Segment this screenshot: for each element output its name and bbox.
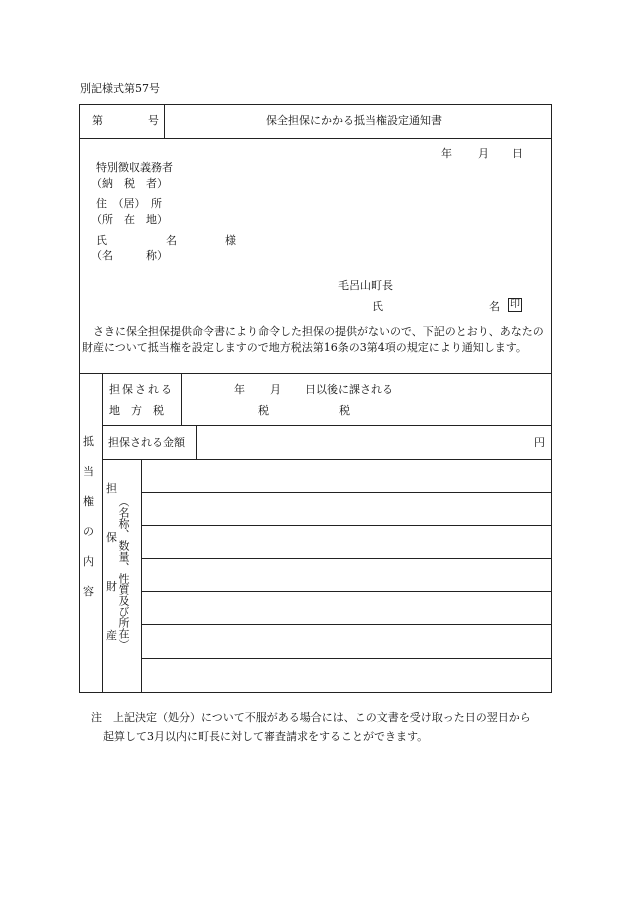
- secured-tax-label-1: 担保される: [109, 383, 174, 396]
- name-sublabel: （名 称）: [91, 249, 168, 262]
- address-label: 住 （居） 所: [96, 197, 162, 210]
- name-honorific: 様: [225, 234, 236, 247]
- side-char: 容: [83, 585, 94, 598]
- taxpayer-label: 特別徴収義務者: [96, 161, 173, 174]
- number-prefix: 第: [92, 114, 103, 127]
- date-year: 年: [441, 147, 452, 160]
- sender-name-label-a: 氏: [372, 300, 383, 313]
- tax-day-text: 日以後に課される: [305, 383, 393, 396]
- sender-name-label-b: 名: [489, 300, 500, 313]
- tax-year: 年: [234, 383, 245, 396]
- seal-mark: 印: [510, 299, 520, 310]
- secured-tax-label-2: 地 方 税: [109, 404, 164, 417]
- form-number: 別記様式第57号: [80, 82, 160, 95]
- taxpayer-sublabel: （納 税 者）: [91, 177, 168, 190]
- footnote-line-1: 注 上記決定（処分）について不服がある場合には、この文書を受け取った日の翌日から: [91, 711, 531, 724]
- tax-kind-b: 税: [339, 404, 350, 417]
- address-sublabel: （所 在 地）: [91, 213, 168, 226]
- date-month: 月: [478, 147, 489, 160]
- side-char: 当: [83, 465, 94, 478]
- secured-assets-note: （名称、数量、性質及び所在）: [117, 496, 130, 650]
- document-title: 保全担保にかかる抵当権設定通知書: [266, 114, 442, 127]
- notice-paragraph: さきに保全担保提供命令書により命令した担保の提供がないので、下記のとおり、あなたの財産について抵当権を設定しますので地方税法第16条の3第4項の規定により通知します。: [82, 325, 544, 354]
- date-day: 日: [512, 147, 523, 160]
- side-char: 内: [83, 555, 94, 568]
- secured-assets-label: [106, 483, 117, 641]
- mortgage-side-label: [83, 436, 94, 597]
- asset-char: 産: [106, 629, 117, 642]
- side-char: 権: [83, 495, 94, 508]
- side-char: 抵: [83, 435, 94, 448]
- name-label-a: 氏: [96, 234, 107, 247]
- asset-char: 保: [106, 531, 117, 544]
- asset-char: 財: [106, 580, 117, 593]
- amount-unit: 円: [534, 436, 545, 449]
- tax-month: 月: [270, 383, 281, 396]
- side-char: の: [83, 525, 94, 538]
- asset-char: 担: [106, 482, 117, 495]
- sender-title: 毛呂山町長: [338, 279, 393, 292]
- tax-kind-a: 税: [258, 404, 269, 417]
- footnote-line-2: 起算して3月以内に町長に対して審査請求をすることができます。: [103, 730, 429, 743]
- name-label-b: 名: [166, 234, 177, 247]
- secured-amount-label: 担保される金額: [108, 436, 185, 449]
- number-suffix: 号: [148, 114, 159, 127]
